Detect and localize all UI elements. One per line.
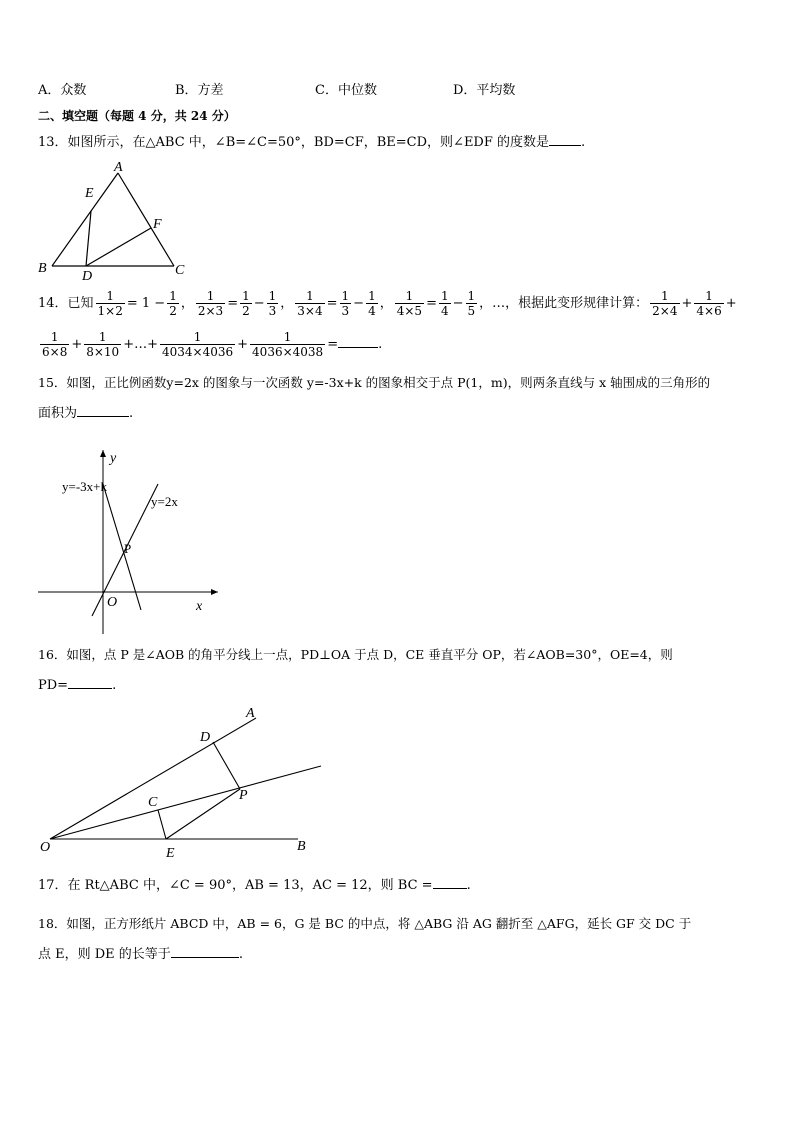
q16-line2: PD= . [38,678,117,693]
q18-line2: 点 E，则 DE 的长等于 . [38,947,243,962]
q15-line2: 面积为 . [38,406,134,421]
label-e: E [166,846,175,861]
q15-figure [34,444,234,640]
segment-ep [166,789,240,839]
section-title: 二、填空题（每题 4 分，共 24 分） [38,109,236,123]
q16-figure [34,702,334,866]
x-axis-label: x [196,599,203,614]
label-a: A [114,160,123,175]
q15-blank [77,416,129,417]
option-c: C．中位数 [315,83,377,98]
q14-line1: 14．已知 $\frac{1}{1\times 2}$ = 1 − $\frac{1}{2}$ ， $\frac{1}{2\times 3}$ = $\frac{1}{2}$ − $\frac{1}{3}$ ， $\frac{1}{3\times 4}$ = $\frac{1}{3}$ − $\frac{1}{4}$ ， $\frac{1}{4\times 5}$ = $\frac{1}{4}$ − $\frac{1}{5}$ ，…，根据此变形规律计算： $\frac{1}{2\times 4}$ + $\frac{1}{4\times 6}$ + [38,289,737,318]
label-p: P [239,788,248,803]
label-e: E [85,186,94,201]
q14-blank [338,347,378,348]
label-f: F [153,217,162,232]
line-y-neg3x-k [103,484,141,610]
bisector-op [50,766,321,839]
label-c: C [148,795,158,810]
x-axis-arrow [211,589,218,595]
option-a: A．众数 [38,83,87,98]
label-b: B [297,839,306,854]
line1-label: y=-3x+k [62,479,107,494]
q17-blank [433,888,467,889]
q13-figure [34,156,194,280]
q13-text [38,134,585,152]
ray-oa [50,718,256,839]
label-b: B [38,261,47,276]
label-a: A [246,706,255,721]
option-b: B．方差 [175,83,224,98]
q18-line1: 18．如图，正方形纸片 ABCD 中，AB = 6，G 是 BC 的中点，将 △ABG 沿 AG 翻折至 △AFG，延长 GF 交 DC 于 [38,916,692,931]
label-o: O [40,840,51,855]
q13-end: . [581,135,586,150]
segment-df [86,228,151,266]
q15-line1: 15．如图，正比例函数y=2x 的图象与一次函数 y=-3x+k 的图象相交于点 P(1，m)，则两条直线与 x 轴围成的三角形的 [38,375,711,390]
origin-label: O [107,595,118,610]
point-p-label: P [124,541,132,556]
q13-blank [549,145,581,146]
label-d: D [200,730,211,745]
y-axis-arrow [100,450,106,457]
q16-blank [68,688,112,689]
segment-pd [213,742,240,789]
q16-line1: 16．如图，点 P 是∠AOB 的角平分线上一点，PD⊥OA 于点 D，CE 垂直平分 OP，若∠AOB=30°，OE=4，则 [38,647,673,662]
option-d: D．平均数 [453,83,516,98]
q14-line2: $\frac{1}{6\times 8}$ + $\frac{1}{8\times 10}$ +…+ $\frac{1}{4034\times 4036}$ + $\frac{1}{4036\times 4038}$ = . [42,330,383,359]
segment-ce [158,810,166,839]
q17-text: 17．在 Rt△ABC 中，∠C = 90°，AB = 13，AC = 12，则 BC = . [38,878,471,893]
q18-blank [171,957,239,958]
q13-stem: 13．如图所示，在△ABC 中，∠B=∠C=50°，BD=CF，BE=CD，则∠EDF 的度数是 [38,135,550,150]
side-ac [118,173,174,266]
label-c: C [175,263,185,278]
line2-label: y=2x [151,494,178,509]
segment-ed [86,211,91,266]
y-axis-label: y [110,451,117,466]
label-d: D [82,269,93,280]
